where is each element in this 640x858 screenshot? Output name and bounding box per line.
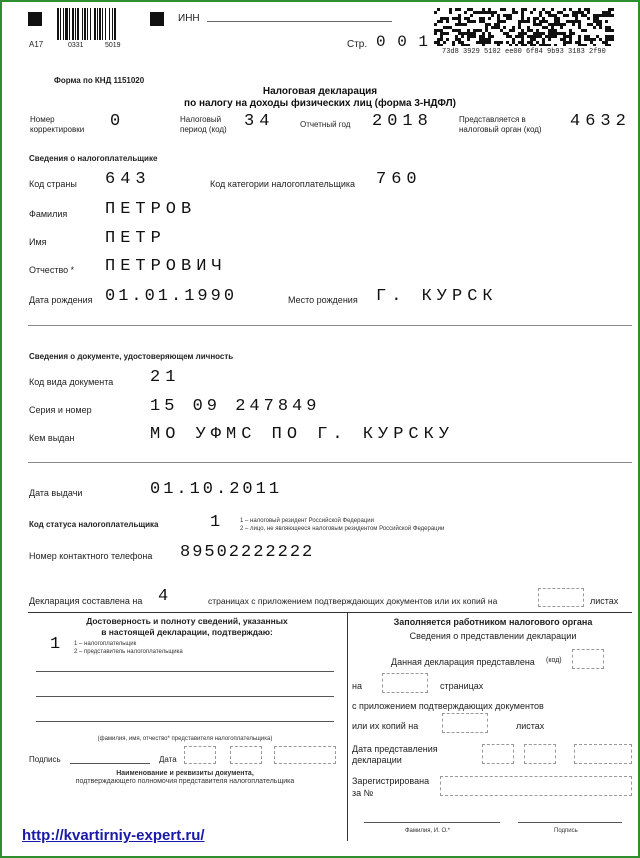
issued-by-label: Кем выдан [29,433,75,443]
issued-by-value: МО УФМС ПО Г. КУРСКУ [150,425,455,444]
copies-label: или их копий на [352,721,419,731]
country-label: Код страны [29,179,77,189]
sheets-label: листах [590,596,619,606]
pages-text: страницах с приложением подтверждающих документов или их копий на [208,596,498,606]
authority-label: Представляется в налоговый орган (код) [459,115,542,134]
phone-label: Номер контактного телефона [29,551,153,561]
period-label: Налоговый период (код) [180,115,227,134]
status-note-1: 1 – налоговый резидент Российской Федерации [240,518,374,524]
confirm-option-2: 2 – представитель налогоплательщика [74,649,183,655]
surname-value: ПЕТРОВ [105,200,197,219]
fio-line-2 [36,696,334,697]
phone-value: 89502222222 [180,543,315,562]
presentation-year-box [574,744,632,764]
authority-signature-caption: Подпись [554,828,578,834]
inn-label: ИНН [178,13,200,24]
registered-label-1: Зарегистрирована [352,776,430,786]
divider-1 [28,325,632,326]
doc-type-label: Код вида документа [29,377,114,387]
issue-date-value: 01.10.2011 [150,480,283,499]
divider-2 [28,462,632,463]
authority-block-subtitle: Сведения о представлении декларации [409,631,577,641]
barcode-code: А17 [29,40,44,49]
birth-date-value: 01.01.1990 [105,287,238,306]
page-label: Стр. [347,39,368,50]
on-label: на [352,681,362,691]
name-label: Имя [29,237,47,247]
date-day-box [184,746,216,764]
date-month-box [230,746,262,764]
footer-link[interactable]: http://kvartirniy-expert.ru/ [22,827,205,844]
authority-fio-caption: Фамилия, И. О.* [405,828,451,834]
status-label: Код статуса налогоплательщика [29,520,159,529]
fio-line-3 [36,721,334,722]
fio-line-1 [36,671,334,672]
pages-label: Декларация составлена на [29,596,143,606]
doc-caption-1: Наименование и реквизиты документа, [116,770,254,777]
corner-marker-mid [150,12,164,26]
status-note-2: 2 – лицо, не являющееся налоговым резидентом Российской Федерации [240,526,445,532]
pages-value: 4 [158,587,174,606]
registration-number-box [440,776,632,796]
form-title-line2: по налогу на доходы физических лиц (форма 3-НДФЛ) [184,98,456,109]
page-number: 0 0 1 [376,33,430,51]
registered-label-2: за № [352,788,374,798]
form-title-line1: Налоговая декларация [262,86,378,97]
patronymic-value: ПЕТРОВИЧ [105,257,227,276]
category-value: 760 [376,170,422,189]
pages-count-box [382,673,428,693]
confirm-title-2: в настоящей декларации, подтверждаю: [101,627,273,637]
pages-word: страницах [440,681,484,691]
signature-line [70,763,150,764]
authority-fio-line [364,822,500,823]
authority-sheets-label: листах [516,721,545,731]
taxpayer-section-title: Сведения о налогоплательщике [29,154,158,163]
series-label: Серия и номер [29,405,92,415]
year-label: Отчетный год [300,120,351,129]
doc-type-value: 21 [150,368,181,387]
status-value: 1 [210,513,226,532]
copies-count-box [442,713,488,733]
divider-3 [28,612,632,613]
series-value: 15 09 247849 [150,397,321,416]
category-label: Код категории налогоплательщика [210,179,356,189]
sheets-box [538,588,584,607]
barcode-digits-2: 5019 [105,42,121,49]
name-value: ПЕТР [105,229,166,248]
authority-signature-line [518,822,622,823]
form-code: Форма по КНД 1151020 [54,76,145,85]
presented-code-box [572,649,604,669]
barcode [57,8,129,40]
year-value: 2018 [372,112,433,131]
confirm-value: 1 [50,635,66,654]
date-year-box [274,746,336,764]
authority-block-title: Заполняется работником налогового органа [393,617,593,627]
correction-value: 0 [110,112,126,131]
fio-caption: (фамилия, имя, отчество* представителя налогоплательщика) [97,736,273,742]
doc-caption-2: подтверждающего полномочия представителя налогоплательщика [75,778,295,785]
date-label: Дата [159,755,177,764]
correction-label: Номер корректировки [30,115,85,134]
with-docs-label: с приложением подтверждающих документов [352,701,544,711]
issue-date-label: Дата выдачи [29,488,83,498]
birth-place-value: Г. КУРСК [376,287,498,306]
surname-label: Фамилия [29,209,68,219]
confirm-title-1: Достоверность и полноту сведений, указанных [86,616,288,626]
birth-date-label: Дата рождения [29,295,93,305]
presentation-day-box [482,744,514,764]
inn-line [207,21,392,22]
qr-code-digits: 73d8 3929 5102 ee00 6f84 9b93 3183 2f90 [442,48,606,56]
presentation-date-label-1: Дата представления [352,744,438,754]
barcode-digits-1: 0331 [68,42,84,49]
presentation-date-label-2: декларации [352,755,402,765]
patronymic-label: Отчество * [29,265,75,275]
qr-code [434,8,614,46]
confirm-option-1: 1 – налогоплательщик [74,641,137,647]
period-value: 34 [244,112,275,131]
country-value: 643 [105,170,151,189]
corner-marker-left [28,12,42,26]
birth-place-label: Место рождения [288,295,358,305]
presentation-month-box [524,744,556,764]
code-label: (код) [546,657,562,664]
bottom-split-line [347,613,348,841]
presented-label: Данная декларация представлена [391,657,535,667]
authority-value: 4632 [570,112,631,131]
signature-label: Подпись [29,755,61,764]
document-section-title: Сведения о документе, удостоверяющем личность [29,352,234,361]
